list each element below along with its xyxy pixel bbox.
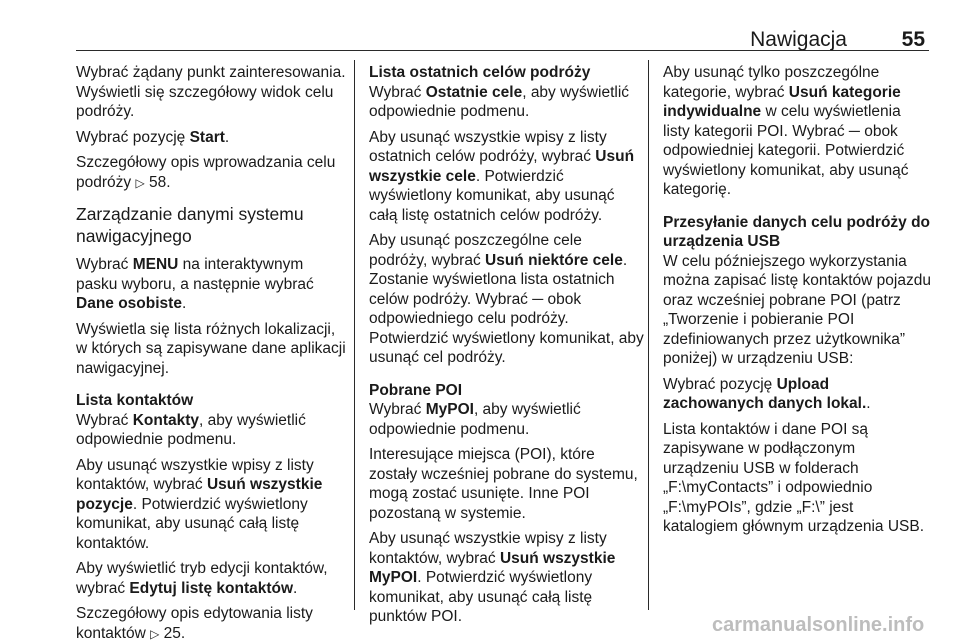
page-ref-arrow-icon: ▷ — [135, 175, 145, 190]
paragraph: Szczegółowy opis wprowadzania celu podróży ▷ 58. — [76, 154, 336, 191]
paragraph: Szczegółowy opis edytowania listy kontaktów ▷ 25. — [76, 605, 313, 642]
paragraph: Wybrać pozycję Upload zachowanych danych lokal.. — [663, 375, 871, 412]
paragraph: Wybrać MENU na interaktywnym pasku wyboru, a następnie wybrać Dane osobiste. — [76, 256, 314, 312]
column-divider-1 — [354, 60, 355, 610]
paragraph: Wybrać Kontakty, aby wyświetlić odpowiednie podmenu. — [76, 411, 306, 448]
section-heading: Zarządzanie danymi systemu nawigacyjnego — [76, 204, 304, 246]
paragraph: Lista kontaktów i dane POI są zapisywane w podłączonym urządzeniu USB w folderach „F:\myContacts” i odpowiednio „F:\myPOIs”, gdzie „F:\” jest katalogiem głównym urządzenia USB. — [663, 420, 925, 535]
paragraph: Aby wyświetlić tryb edycji kontaktów, wybrać Edytuj listę kontaktów. — [76, 560, 328, 597]
page-header — [76, 0, 929, 50]
subheading-downloaded-poi: Pobrane POI — [369, 381, 463, 399]
paragraph: W celu późniejszego wykorzystania można zapisać listę kontaktów pojazdu oraz wcześniej pobrane POI (patrz „Tworzenie i pobieranie POI zdefiniowanych przez użytkownika” poniżej) w urządzeniu USB: — [663, 252, 931, 367]
header-divider — [76, 50, 929, 51]
paragraph: Wybrać Ostatnie cele, aby wyświetlić odpowiednie podmenu. — [369, 83, 630, 120]
paragraph: Wyświetla się lista różnych lokalizacji, w których są zapisywane dane aplikacji nawigacyjnej. — [76, 320, 346, 377]
paragraph: Aby usunąć poszczególne cele podróży, wybrać Usuń niektóre cele. Zostanie wyświetlona lista ostatnich celów podróży. Wybrać ─ obok odpowiedniego celu podróży. Potwierdzić wyświetlony komunikat, aby usunąć cel podróży. — [369, 232, 644, 366]
paragraph: Wybrać żądany punkt zainteresowania. Wyświetli się szczegółowy widok celu podróży. — [76, 64, 346, 120]
paragraph: Aby usunąć tylko poszczególne kategorie, wybrać Usuń kategorie indywidualne w celu wyświetlenia listy kategorii POI. Wybrać ─ obok odpowiedniej kategorii. Potwierdzić wyświetlony komunikat, aby usunąć kategorię. — [663, 64, 909, 198]
paragraph: Wybrać MyPOI, aby wyświetlić odpowiednie podmenu. — [369, 401, 581, 438]
paragraph: Aby usunąć wszystkie wpisy z listy kontaktów, wybrać Usuń wszystkie MyPOI. Potwierdzić wyświetlony komunikat, aby usunąć całą listę punktów POI. — [369, 530, 616, 625]
paragraph: Aby usunąć wszystkie wpisy z listy ostatnich celów podróży, wybrać Usuń wszystkie cele. Potwierdzić wyświetlony komunikat, aby usunąć całą listę ostatnich celów podróży. — [369, 128, 635, 224]
paragraph: Interesujące miejsca (POI), które zostały wcześniej pobrane do systemu, mogą zostać usunięte. Inne POI pozostaną w systemie. — [369, 446, 638, 522]
subheading-usb-transfer: Przesyłanie danych celu podróży do urządzenia USB — [663, 213, 931, 250]
page-ref[interactable]: 58 — [149, 173, 167, 191]
column-2 — [369, 63, 644, 633]
subheading-recent-destinations: Lista ostatnich celów podróży — [369, 64, 591, 81]
subheading-contacts: Lista kontaktów — [76, 392, 194, 409]
watermark-text: carmanualsonline.info — [712, 614, 925, 636]
column-divider-2 — [648, 60, 649, 610]
column-3 — [663, 63, 931, 543]
page-ref-arrow-icon: ▷ — [150, 626, 160, 641]
paragraph: Wybrać pozycję Start. — [76, 128, 230, 146]
column-1 — [76, 63, 348, 642]
menu-term: Start — [189, 128, 225, 146]
page-ref[interactable]: 25 — [163, 624, 181, 642]
paragraph: Aby usunąć wszystkie wpisy z listy kontaktów, wybrać Usuń wszystkie pozycje. Potwierdzić wyświetlony komunikat, aby usunąć całą listę kontaktów. — [76, 456, 323, 552]
page-number: 55 — [901, 28, 925, 51]
section-title: Nawigacja — [750, 28, 847, 51]
